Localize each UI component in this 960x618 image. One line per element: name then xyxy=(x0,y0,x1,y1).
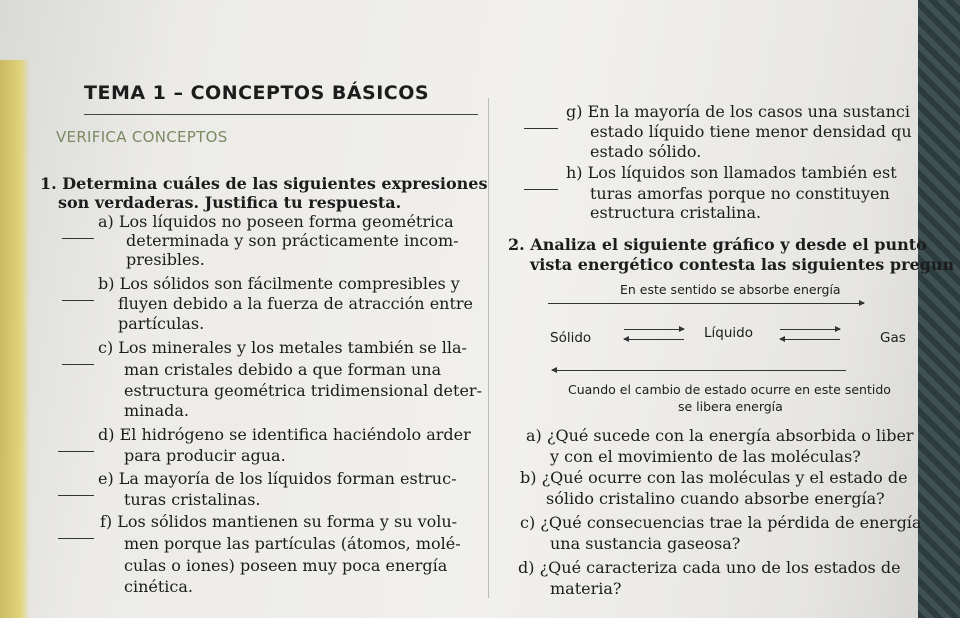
title-underline xyxy=(84,114,478,115)
answer-blank-f[interactable] xyxy=(58,524,94,543)
q2-question-b-line-2: sólido cristalino cuando absorbe energía? xyxy=(546,489,885,508)
diagram-absorb-label: En este sentido se absorbe energía xyxy=(620,282,841,297)
q1-item-g-line-1: g) En la mayoría de los casos una sustanci xyxy=(566,102,910,121)
q2-question-c-line-1: c) ¿Qué consecuencias trae la pérdida de energía xyxy=(520,513,922,532)
q1-item-d-line-1: d) El hidrógeno se identifica haciéndolo arder xyxy=(98,425,471,444)
q2-question-a-line-1: a) ¿Qué sucede con la energía absorbida o liber xyxy=(526,426,914,445)
state-liquid: Líquido xyxy=(704,325,753,341)
state-solid: Sólido xyxy=(550,330,592,346)
page-title: TEMA 1 – CONCEPTOS BÁSICOS xyxy=(84,82,430,104)
gas-to-liquid-arrow xyxy=(780,339,840,340)
section-heading: VERIFICA CONCEPTOS xyxy=(56,128,228,146)
q2-prompt-line-1 xyxy=(508,235,927,254)
q1-prompt-text: Determina cuáles de las siguientes expresiones xyxy=(62,174,488,193)
q1-item-b-line-2: fluyen debido a la fuerza de atracción entre xyxy=(118,294,474,313)
state-gas: Gas xyxy=(880,330,906,346)
q2-question-d-line-1: d) ¿Qué caracteriza cada uno de los estados de xyxy=(518,558,901,577)
q2-prompt-line-2: vista energético contesta las siguientes pregun xyxy=(530,255,955,274)
q1-item-c-line-3: estructura geométrica tridimensional deter- xyxy=(124,381,482,400)
q1-item-g-line-3: estado sólido. xyxy=(590,142,702,161)
q1-item-f-line-3: culas o iones) poseen muy poca energía xyxy=(124,556,448,575)
q1-prompt-line-1 xyxy=(40,174,488,193)
q1-item-c-line-4: minada. xyxy=(124,401,189,420)
answer-blank-g[interactable] xyxy=(524,114,558,133)
q1-item-h-line-2: turas amorfas porque no constituyen xyxy=(590,184,890,203)
fabric-background xyxy=(918,0,960,618)
q2-question-a-line-2: y con el movimiento de las moléculas? xyxy=(550,447,861,466)
q2-question-b-line-1: b) ¿Qué ocurre con las moléculas y el estado de xyxy=(520,468,908,487)
q2-question-d-line-2: materia? xyxy=(550,579,622,598)
q1-item-f-line-1: f) Los sólidos mantienen su forma y su volu- xyxy=(100,512,458,531)
diagram-release-label-2: se libera energía xyxy=(678,399,783,414)
q1-item-c-line-2: man cristales debido a que forman una xyxy=(124,360,442,379)
q1-item-a-line-3: presibles. xyxy=(126,250,205,269)
release-arrow xyxy=(552,370,846,371)
q1-prompt-line-2: son verdaderas. Justifica tu respuesta. xyxy=(58,193,402,212)
q1-item-g-line-2: estado líquido tiene menor densidad qu xyxy=(590,122,912,141)
q2-number: 2. xyxy=(508,235,525,254)
answer-blank-h[interactable] xyxy=(524,175,558,194)
q1-item-b-line-1: b) Los sólidos son fácilmente compresibles y xyxy=(98,274,460,293)
liquid-to-gas-arrow xyxy=(780,329,840,330)
answer-blank-d[interactable] xyxy=(58,437,94,456)
answer-blank-c[interactable] xyxy=(62,350,94,369)
q1-item-b-line-3: partículas. xyxy=(118,314,205,333)
q1-number: 1. xyxy=(40,174,57,193)
q1-item-d-line-2: para producir agua. xyxy=(124,446,286,465)
q2-question-c-line-2: una sustancia gaseosa? xyxy=(550,534,741,553)
q1-item-a-line-1: a) Los líquidos no poseen forma geométrica xyxy=(98,212,454,231)
q1-item-h-line-1: h) Los líquidos son llamados también est xyxy=(566,163,897,182)
q1-item-e-line-1: e) La mayoría de los líquidos forman estruc- xyxy=(98,469,457,488)
absorb-arrow xyxy=(548,303,864,304)
diagram-release-label-1: Cuando el cambio de estado ocurre en este sentido xyxy=(568,382,891,397)
q1-item-e-line-2: turas cristalinas. xyxy=(124,490,261,509)
solid-to-liquid-arrow xyxy=(624,329,684,330)
liquid-to-solid-arrow xyxy=(624,339,684,340)
answer-blank-b[interactable] xyxy=(62,286,94,305)
q2-prompt-text: Analiza el siguiente gráfico y desde el punto xyxy=(530,235,927,254)
column-divider xyxy=(488,98,489,598)
q1-item-f-line-2: men porque las partículas (átomos, molé- xyxy=(124,534,461,553)
q1-item-h-line-3: estructura cristalina. xyxy=(590,203,762,222)
answer-blank-a[interactable] xyxy=(62,224,94,243)
q1-item-c-line-1: c) Los minerales y los metales también se lla- xyxy=(98,338,467,357)
answer-blank-e[interactable] xyxy=(58,481,94,500)
q1-item-f-line-4: cinética. xyxy=(124,577,193,596)
q1-item-a-line-2: determinada y son prácticamente incom- xyxy=(126,231,459,250)
binder-edge xyxy=(0,60,30,618)
